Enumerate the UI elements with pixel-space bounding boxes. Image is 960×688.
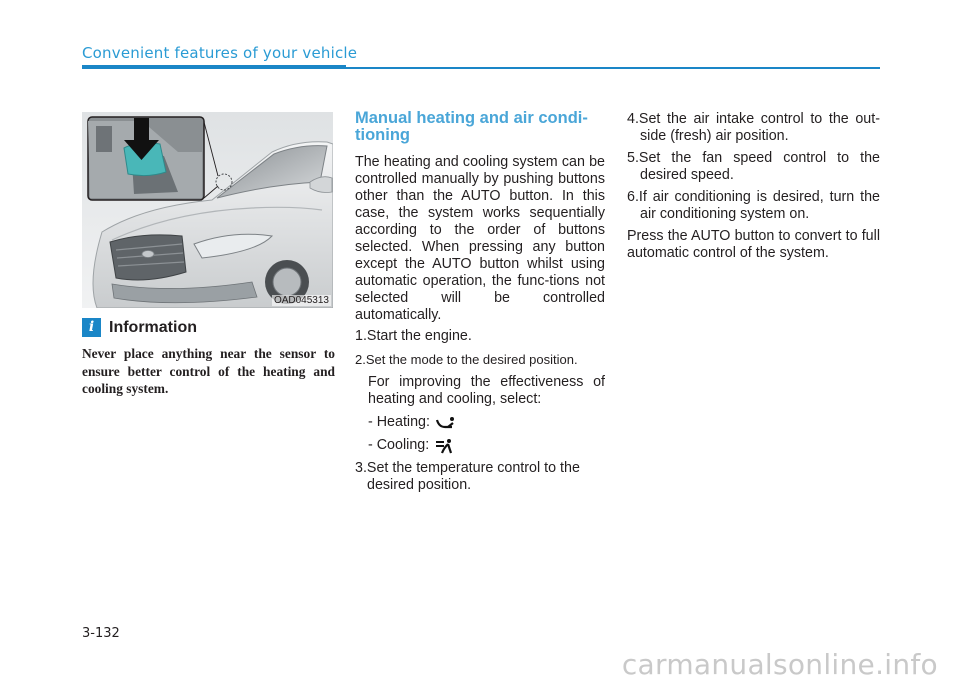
manual-section bbox=[355, 110, 605, 494]
face-mode-icon bbox=[434, 438, 454, 454]
watermark: carmanualsonline.info bbox=[621, 648, 938, 681]
information-title: Information bbox=[109, 319, 197, 336]
page-number: 3-132 bbox=[82, 626, 120, 641]
step-6: 6.If air conditioning is desired, turn the air conditioning system on. bbox=[627, 189, 880, 222]
step-1: 1.Start the engine. bbox=[355, 328, 472, 344]
header-rule-thick bbox=[82, 65, 346, 69]
car-illustration bbox=[82, 112, 333, 308]
step-2: 2.Set the mode to the desired position. bbox=[355, 352, 578, 367]
step-5: 5.Set the fan speed control to the desired speed. bbox=[627, 150, 880, 183]
step-4: 4.Set the air intake control to the out-side (fresh) air position. bbox=[627, 111, 880, 144]
heating-option bbox=[355, 414, 605, 431]
header-rule-thin bbox=[346, 67, 880, 69]
car-sensor-figure bbox=[82, 112, 333, 308]
heating-label: - Heating: bbox=[368, 414, 430, 430]
floor-mode-icon bbox=[435, 415, 455, 431]
figure-code: OAD045313 bbox=[273, 295, 329, 306]
cooling-option bbox=[355, 437, 605, 454]
manual-section-continued bbox=[627, 111, 880, 262]
cooling-label: - Cooling: bbox=[368, 437, 430, 453]
step-3: 3.Set the temperature control to the desired position. bbox=[355, 460, 580, 493]
step-2-sub: For improving the effectiveness of heating and cooling, select: bbox=[368, 374, 605, 407]
information-text: Never place anything near the sensor to ensure better control of the heating and cooling system. bbox=[82, 346, 335, 396]
manual-section-title: Manual heating and air condi-tioning bbox=[355, 109, 588, 144]
section-header-title: Convenient features of your vehicle bbox=[82, 44, 358, 62]
closing-text: Press the AUTO button to convert to full automatic control of the system. bbox=[627, 228, 880, 261]
manual-intro: The heating and cooling system can be controlled manually by pushing buttons other than the AUTO button. In this case, the system works sequentially according to the order of buttons selected. When pressing any button except the AUTO button whilst using automatic operation, the func-tions not selected will be controlled automatically. bbox=[355, 154, 605, 323]
info-icon: i bbox=[82, 318, 101, 337]
